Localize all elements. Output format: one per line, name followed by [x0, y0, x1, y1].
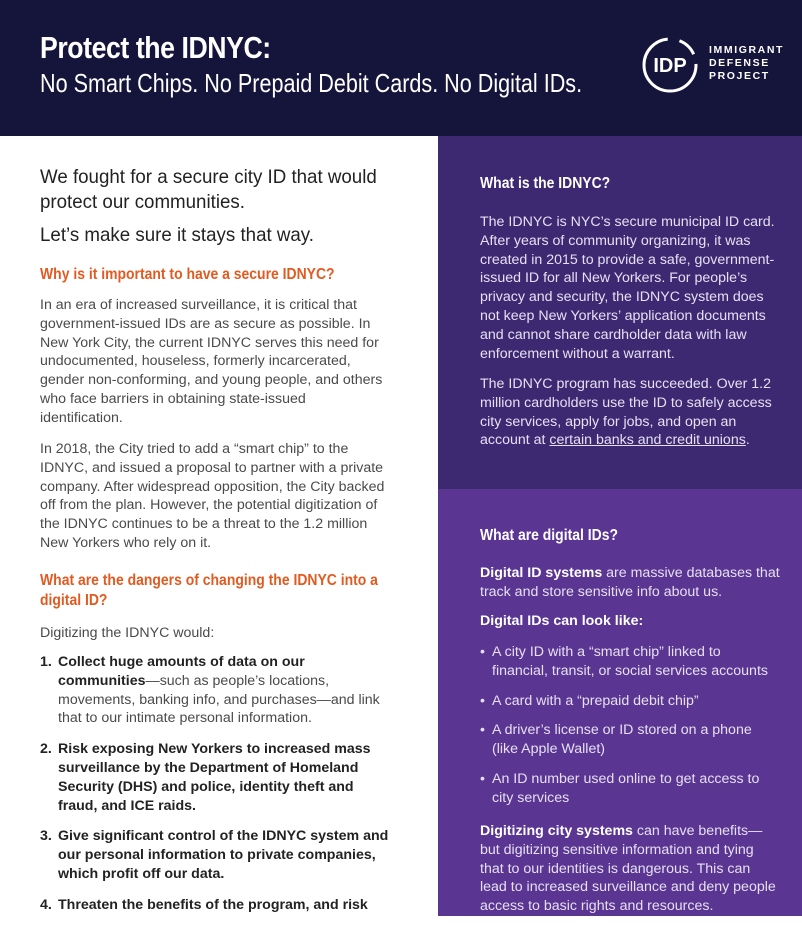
heading-what-are-digital-ids: What are digital IDs? [480, 527, 618, 544]
section-heading-why-secure: Why is it important to have a secure IDNYC? [40, 266, 335, 283]
paragraph-digitizing-systems [480, 822, 780, 916]
digitizing-rest: can have benefits—but digitizing sensitive information and tying that to our identities is dangerous. This can lead to increased surveillance and deny people access to basic rights and resources. [480, 823, 776, 915]
digitizing-bold: Digitizing city systems [480, 823, 633, 839]
list-item [40, 653, 390, 728]
logo-wordmark [709, 44, 784, 83]
heading-what-is-idnyc: What is the IDNYC? [480, 175, 611, 192]
page-subtitle: No Smart Chips. No Prepaid Debit Cards. No Digital IDs. [40, 68, 583, 98]
logo-line-3: PROJECT [709, 70, 770, 82]
list-item-bold: Collect huge amounts of data on our communities [58, 654, 305, 689]
section-heading-dangers: What are the dangers of changing the IDNYC into a digital ID? [40, 572, 378, 609]
success-end: . [745, 432, 750, 449]
page-title: Protect the IDNYC: [40, 30, 271, 65]
dangers-lead: Digitizing the IDNYC would: [40, 625, 215, 641]
list-item-bold: Give significant control of the IDNYC system and our personal information to private companies, which profit off our data. [58, 828, 389, 882]
list-item: • A card with a “prepaid debit chip” [480, 692, 780, 711]
list-number: 3. [40, 828, 52, 845]
paragraph-idnyc-success [480, 375, 780, 450]
digital-id-systems-rest: are massive databases that track and store sensitive info about us. [480, 565, 780, 600]
list-item-bold: Threaten the benefits of the program, and risk [58, 896, 368, 913]
list-item: • A city ID with a “smart chip” linked to financial, transit, or social services accounts [480, 643, 780, 681]
paragraph-idnyc-description: The IDNYC is NYC’s secure municipal ID card. After years of community organizing, it was created in 2015 to provide a safe, government-issued ID for all New Yorkers. For people’s privacy and security, the IDNYC system does not keep New Yorkers’ application documents and cannot share cardholder data with law enforcement without a warrant. [480, 214, 775, 362]
list-number: 4. [40, 896, 52, 913]
list-item [40, 827, 390, 883]
list-item: • A driver’s license or ID stored on a phone (like Apple Wallet) [480, 721, 780, 759]
logo-line-2: DEFENSE [709, 57, 770, 69]
paragraph-surveillance: In an era of increased surveillance, it is critical that government-issued IDs are as secure as possible. In New York City, the current IDNYC serves this need for undocumented, houseless, formerly incarcerated, gender non-conforming, and young people, and others who face barriers in obtaining state-issued identification. [40, 297, 383, 426]
digital-ids-subheading: Digital IDs can look like: [480, 613, 644, 629]
paragraph-smart-chip-history: In 2018, the City tried to add a “smart chip” to the IDNYC, and issued a proposal to partner with a private company. After widespread opposition, the City backed off from the plan. However, the potential digitization of the IDNYC continues to be a threat to the 1.2 million New Yorkers who rely on it. [40, 441, 385, 551]
logo-mark-text: IDP [653, 55, 687, 77]
list-number: 2. [40, 741, 52, 758]
idp-logo-mark-icon [641, 36, 699, 94]
logo-line-1: IMMIGRANT [709, 44, 785, 56]
digital-id-examples-list [480, 643, 780, 819]
list-item-bold: Risk exposing New Yorkers to increased mass surveillance by the Department of Homeland Security (DHS) and police, identity theft and fraud, and ICE raids. [58, 741, 371, 814]
banks-credit-unions-link[interactable]: certain banks and credit unions [549, 432, 746, 449]
intro-statement [40, 165, 395, 248]
list-number: 1. [40, 654, 52, 670]
digital-id-systems-bold: Digital ID systems [480, 565, 603, 581]
list-item-rest: —such as people’s locations, movements, banking info, and purchases—and link that to our intimate personal information. [58, 672, 380, 727]
idp-logo [641, 36, 785, 96]
success-text: The IDNYC program has succeeded. Over 1.2 million cardholders use the ID to safely access city services, apply for jobs, and open an account at [480, 376, 772, 449]
list-item [40, 740, 390, 815]
intro-line-1: We fought for a secure city ID that would protect our communities. [40, 166, 377, 213]
dangers-list [40, 653, 390, 927]
intro-line-2: Let’s make sure it stays that way. [40, 224, 314, 246]
header-banner [0, 0, 802, 136]
paragraph-digital-id-systems [480, 564, 780, 602]
list-item [40, 896, 390, 915]
list-item: • An ID number used online to get access to city services [480, 770, 780, 808]
